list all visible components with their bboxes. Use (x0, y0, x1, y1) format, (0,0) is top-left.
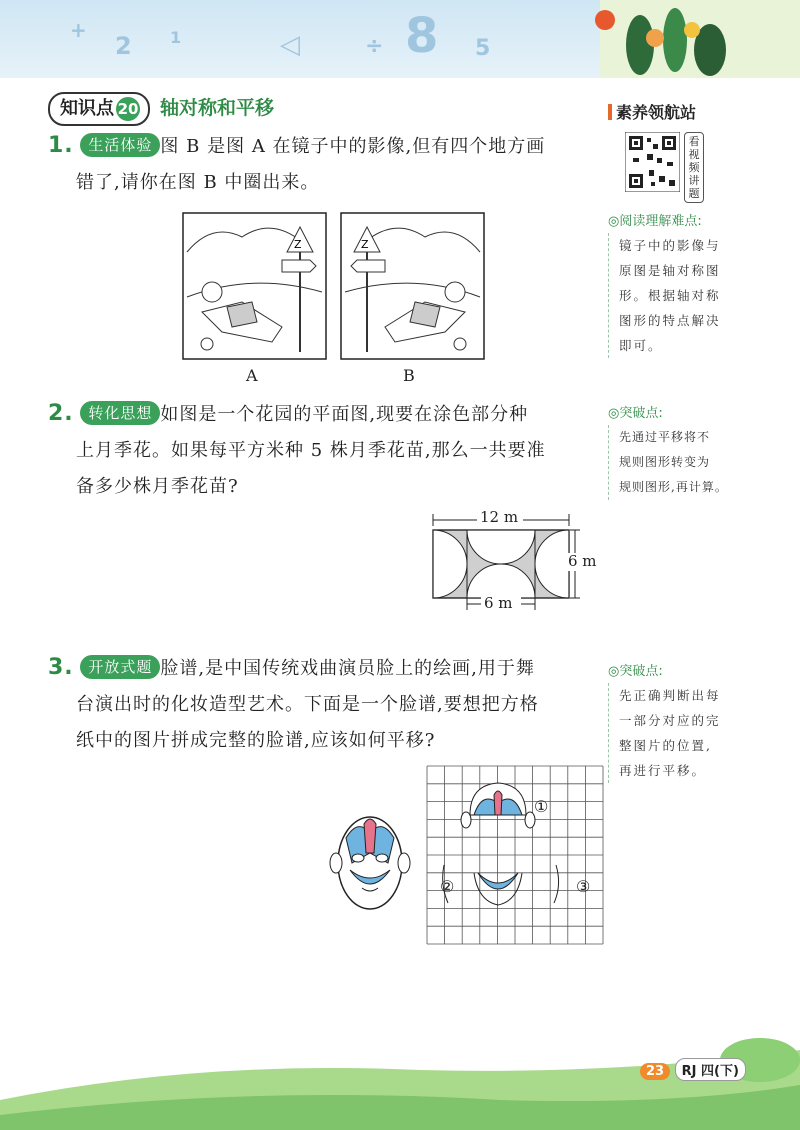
page-header-banner (0, 0, 800, 78)
figure-b[interactable] (340, 212, 485, 360)
question-1-number: 1. (48, 133, 74, 158)
side-note-1 (608, 210, 758, 358)
side-note-1-line: 即可。 (619, 338, 663, 353)
question-2-number: 2. (48, 401, 74, 426)
garden-width-label: 12 m (480, 508, 519, 526)
side-note-2-heading: ◎突破点: (608, 406, 663, 421)
decor-2: 2 (115, 32, 132, 60)
piece-3-label: ③ (576, 877, 591, 896)
side-note-3-line: 先正确判断出每 (619, 688, 721, 703)
question-2-line-1: 如图是一个花园的平面图,现要在涂色部分种 (160, 404, 529, 425)
section-number-badge: 20 (116, 97, 140, 121)
decor-triangle: ◁ (280, 30, 300, 60)
question-1-line-1: 图 B 是图 A 在镜子中的影像,但有四个地方画 (160, 136, 546, 157)
question-3-line-2: 台演出时的化妆造型艺术。下面是一个脸谱,要想把方格 (76, 694, 539, 715)
sidebar-title-text: 素养领航站 (616, 103, 697, 122)
qr-caption: 看视频讲题 (684, 132, 704, 203)
side-note-3 (608, 660, 758, 783)
section-label-text: 知识点 (60, 98, 114, 119)
side-note-1-line: 图形的特点解决 (619, 313, 721, 328)
side-note-3-heading: ◎突破点: (608, 664, 663, 679)
question-2 (48, 396, 608, 505)
side-note-2 (608, 402, 758, 500)
question-3-number: 3. (48, 655, 74, 680)
question-1 (48, 128, 608, 201)
page-number: 23 (640, 1063, 670, 1080)
question-3 (48, 650, 608, 759)
question-2-line-3: 备多少株月季花苗? (76, 476, 239, 497)
piece-2-label: ② (440, 877, 455, 896)
garden-height-label: 6 m (568, 552, 597, 570)
decor-plus: + (70, 18, 87, 42)
figure-a-label: A (246, 366, 258, 385)
side-note-2-line: 规则图形,再计算。 (619, 480, 728, 494)
sidebar-title-bar (608, 104, 612, 120)
page-badge (640, 1058, 746, 1081)
piece-1-label: ① (534, 797, 549, 816)
grid-paper (426, 765, 604, 945)
qr-code-icon (625, 132, 680, 192)
section-label (48, 92, 150, 126)
question-2-tag: 转化思想 (80, 401, 160, 425)
question-3-line-3: 纸中的图片拼成完整的脸谱,应该如何平移? (76, 730, 436, 751)
decor-1: 1 (170, 28, 182, 47)
question-1-tag: 生活体验 (80, 133, 160, 157)
figure-b-sign: Z (361, 238, 369, 251)
section-title: 轴对称和平移 (160, 97, 275, 119)
decor-5: 5 (475, 36, 491, 61)
side-note-1-body (608, 233, 758, 358)
figure-a (182, 212, 327, 360)
edition-label: RJ 四(下) (675, 1058, 746, 1081)
side-note-2-body (608, 425, 758, 500)
side-note-1-heading: ◎阅读理解难点: (608, 214, 702, 229)
garden-bottom-label: 6 m (484, 594, 513, 612)
side-note-2-line: 先通过平移将不 (619, 430, 711, 444)
side-note-3-line: 整图片的位置, (619, 738, 712, 753)
full-mask-figure (328, 808, 412, 918)
mask-piece-top (461, 783, 535, 828)
side-note-2-line: 规则图形转变为 (619, 455, 711, 469)
question-2-line-2: 上月季花。如果每平方米种 5 株月季花苗,那么一共要准 (76, 440, 546, 461)
mask-piece-right (554, 865, 559, 903)
decor-8: 8 (405, 8, 439, 64)
figure-b-label: B (403, 366, 415, 385)
side-note-1-line: 形。根据轴对称 (619, 288, 721, 303)
side-note-3-body (608, 683, 758, 783)
sidebar-title (608, 100, 696, 123)
question-3-line-1: 脸谱,是中国传统戏曲演员脸上的绘画,用于舞 (160, 658, 535, 679)
side-note-3-line: 再进行平移。 (619, 763, 707, 778)
qr-code[interactable] (625, 132, 680, 192)
plant-illustration (580, 0, 800, 80)
decor-divide: ÷ (365, 34, 384, 59)
side-note-3-line: 一部分对应的完 (619, 713, 721, 728)
side-note-1-line: 原图是轴对称图 (619, 263, 721, 278)
question-3-tag: 开放式题 (80, 655, 160, 679)
figure-a-sign: Z (294, 238, 302, 251)
side-note-1-line: 镜子中的影像与 (619, 238, 721, 253)
question-1-line-2: 错了,请你在图 B 中圈出来。 (76, 172, 320, 193)
